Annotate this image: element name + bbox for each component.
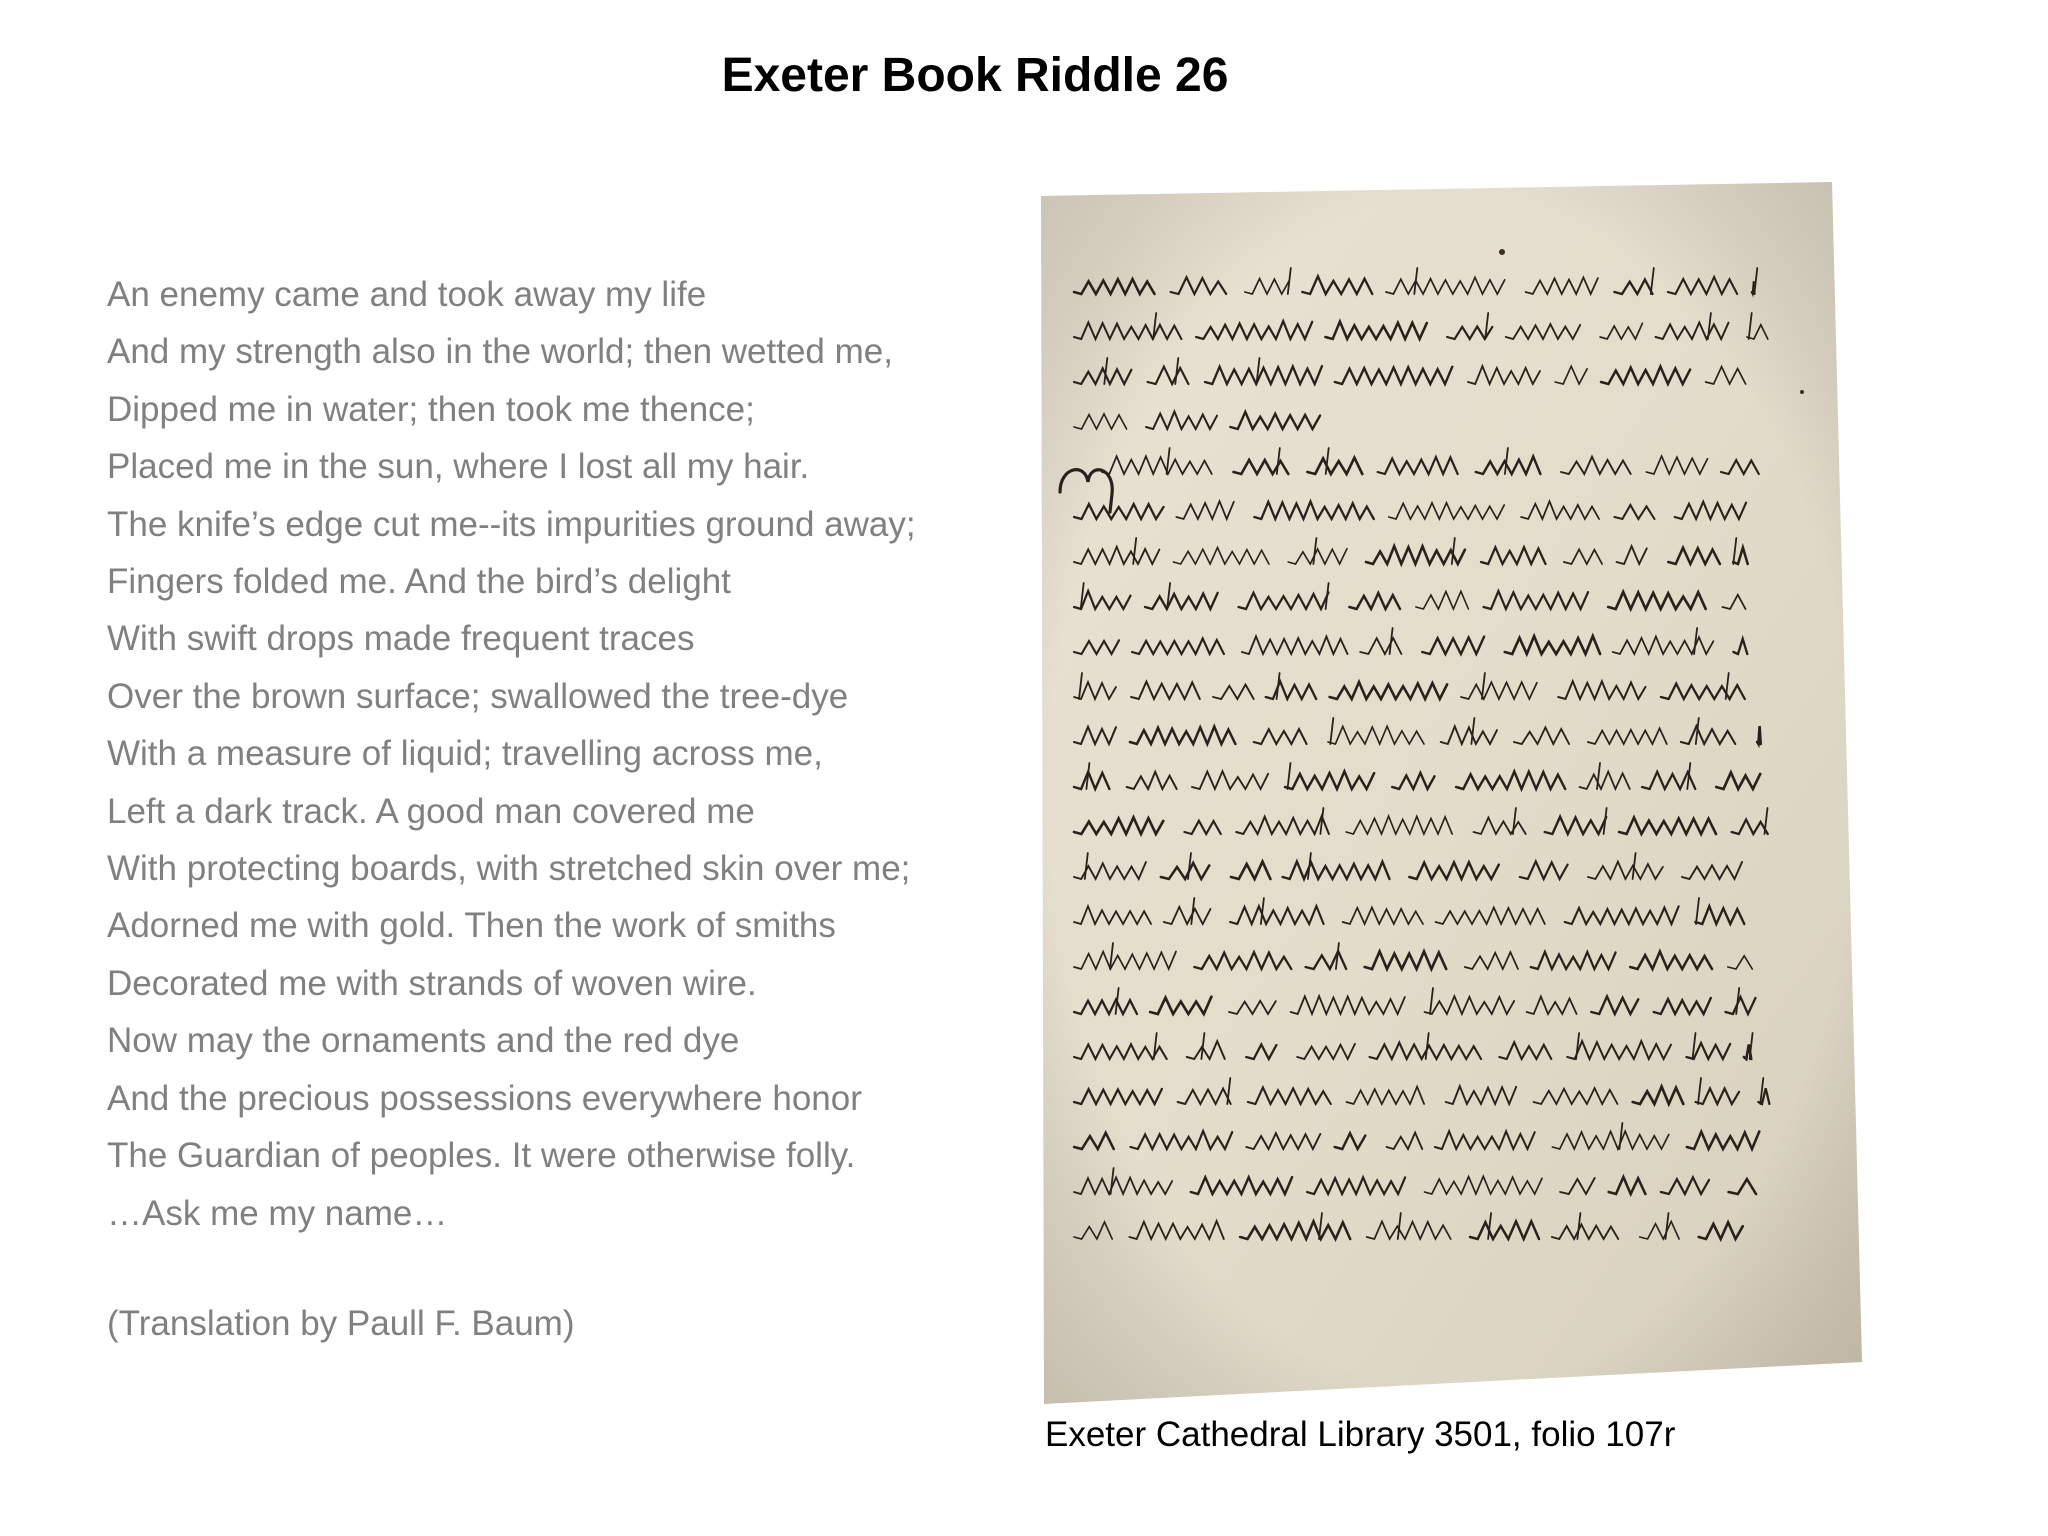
poem-line: Decorated me with strands of woven wire. bbox=[107, 963, 757, 1003]
poem-line: With swift drops made frequent traces bbox=[107, 619, 695, 659]
poem-line: With a measure of liquid; travelling across me, bbox=[107, 734, 823, 774]
translation-attribution: (Translation by Paull F. Baum) bbox=[107, 1304, 575, 1343]
poem-text bbox=[107, 266, 1007, 1242]
poem-line: Dipped me in water; then took me thence; bbox=[107, 389, 755, 429]
page-dot bbox=[1800, 390, 1804, 394]
poem-line: The Guardian of peoples. It were otherwise folly. bbox=[107, 1136, 856, 1176]
poem-line: The knife’s edge cut me--its impurities ground away; bbox=[107, 504, 916, 544]
poem-line: …Ask me my name… bbox=[107, 1193, 448, 1233]
image-caption: Exeter Cathedral Library 3501, folio 107r bbox=[1045, 1415, 1676, 1454]
poem-line: And the precious possessions everywhere honor bbox=[107, 1078, 862, 1118]
poem-line: And my strength also in the world; then wetted me, bbox=[107, 332, 893, 372]
poem-line: An enemy came and took away my life bbox=[107, 275, 707, 314]
poem-line: Adorned me with gold. Then the work of smiths bbox=[107, 906, 836, 946]
manuscript-folio-image bbox=[1040, 182, 1862, 1404]
poem-line: Placed me in the sun, where I lost all my hair. bbox=[107, 447, 810, 487]
poem-line: With protecting boards, with stretched skin over me; bbox=[107, 849, 911, 889]
poem-line: Left a dark track. A good man covered me bbox=[107, 791, 755, 831]
poem-line: Fingers folded me. And the bird’s delight bbox=[107, 562, 731, 602]
page-dot bbox=[1499, 249, 1505, 255]
poem-line: Over the brown surface; swallowed the tree-dye bbox=[107, 676, 849, 716]
poem-line: Now may the ornaments and the red dye bbox=[107, 1021, 740, 1061]
slide-title: Exeter Book Riddle 26 bbox=[721, 49, 1229, 102]
